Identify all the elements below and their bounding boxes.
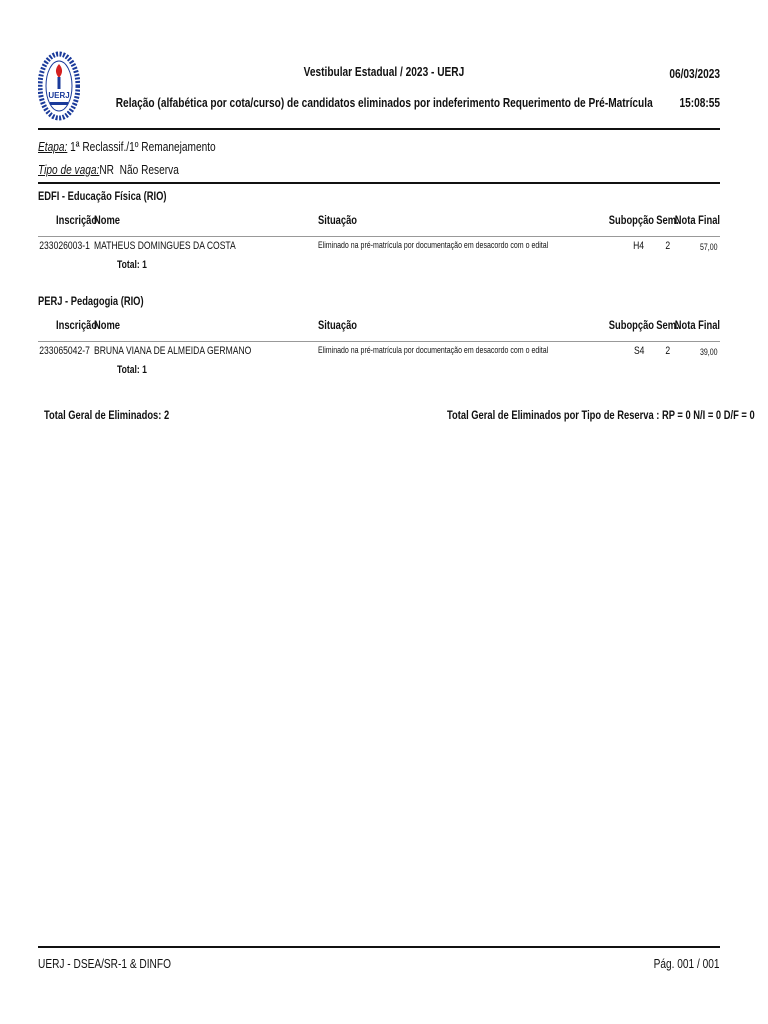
col-inscricao: Inscrição <box>56 318 98 332</box>
col-inscricao: Inscrição <box>56 213 98 227</box>
etapa-value: 1ª Reclassif./1º Remanejamento <box>70 139 216 154</box>
section-title: EDFI - Educação Física (RIO) <box>38 189 167 203</box>
report-title: Vestibular Estadual / 2023 - UERJ <box>303 64 465 79</box>
column-divider <box>38 341 720 342</box>
page-number: Pág. 001 / 001 <box>654 956 720 971</box>
report-subtitle: Relação (alfabética por cota/curso) de candidatos eliminados por indeferimento Requerimento de Pré-Matrícula <box>115 95 653 110</box>
cell-sem: 2 <box>665 240 670 252</box>
col-nome: Nome <box>94 318 121 332</box>
report-date: 06/03/2023 <box>669 66 720 81</box>
cell-inscricao: 233065042-7 <box>39 345 90 357</box>
tipo-vaga-code: NR <box>99 162 115 177</box>
cell-sem: 2 <box>665 345 670 357</box>
header-divider <box>38 128 720 130</box>
col-nota: Nota Final <box>674 213 720 227</box>
cell-situacao: Eliminado na pré-matrícula por documentação em desacordo com o edital <box>318 345 549 355</box>
section-total: Total: 1 <box>117 259 147 271</box>
section-title: PERJ - Pedagogia (RIO) <box>38 294 144 308</box>
table-row <box>0 239 768 255</box>
col-nome: Nome <box>94 213 121 227</box>
uerj-logo <box>38 50 80 122</box>
col-subopcao: Subopção <box>608 318 654 332</box>
cell-nome: MATHEUS DOMINGUES DA COSTA <box>94 240 236 252</box>
footer-divider <box>38 946 720 948</box>
table-row <box>0 344 768 360</box>
cell-nota: 39,00 <box>700 347 718 357</box>
cell-nome: BRUNA VIANA DE ALMEIDA GERMANO <box>94 345 252 357</box>
section-total: Total: 1 <box>117 364 147 376</box>
meta-divider <box>38 182 720 184</box>
tipo-vaga-value: Não Reserva <box>119 162 179 177</box>
col-nota: Nota Final <box>674 318 720 332</box>
cell-situacao: Eliminado na pré-matrícula por documentação em desacordo com o edital <box>318 240 549 250</box>
cell-inscricao: 233026003-1 <box>39 240 90 252</box>
footer-left: UERJ - DSEA/SR-1 & DINFO <box>38 956 171 971</box>
column-divider <box>38 236 720 237</box>
cell-nota: 57,00 <box>700 242 718 252</box>
col-sem: Sem. <box>656 318 679 332</box>
etapa-line <box>38 139 216 154</box>
grand-total-by-type: Total Geral de Eliminados por Tipo de Reserva : RP = 0 N/I = 0 D/F = 0 <box>447 408 755 422</box>
etapa-label: Etapa: <box>38 139 68 154</box>
svg-text:UERJ: UERJ <box>48 91 70 100</box>
cell-subopcao: S4 <box>633 345 644 357</box>
tipo-vaga-label: Tipo de vaga: <box>38 162 100 177</box>
tipo-vaga-line <box>38 162 179 177</box>
col-subopcao: Subopção <box>608 213 654 227</box>
report-time: 15:08:55 <box>679 95 720 110</box>
col-sem: Sem. <box>656 213 679 227</box>
grand-total: Total Geral de Eliminados: 2 <box>44 408 170 422</box>
cell-subopcao: H4 <box>633 240 644 252</box>
col-situacao: Situação <box>318 213 358 227</box>
col-situacao: Situação <box>318 318 358 332</box>
